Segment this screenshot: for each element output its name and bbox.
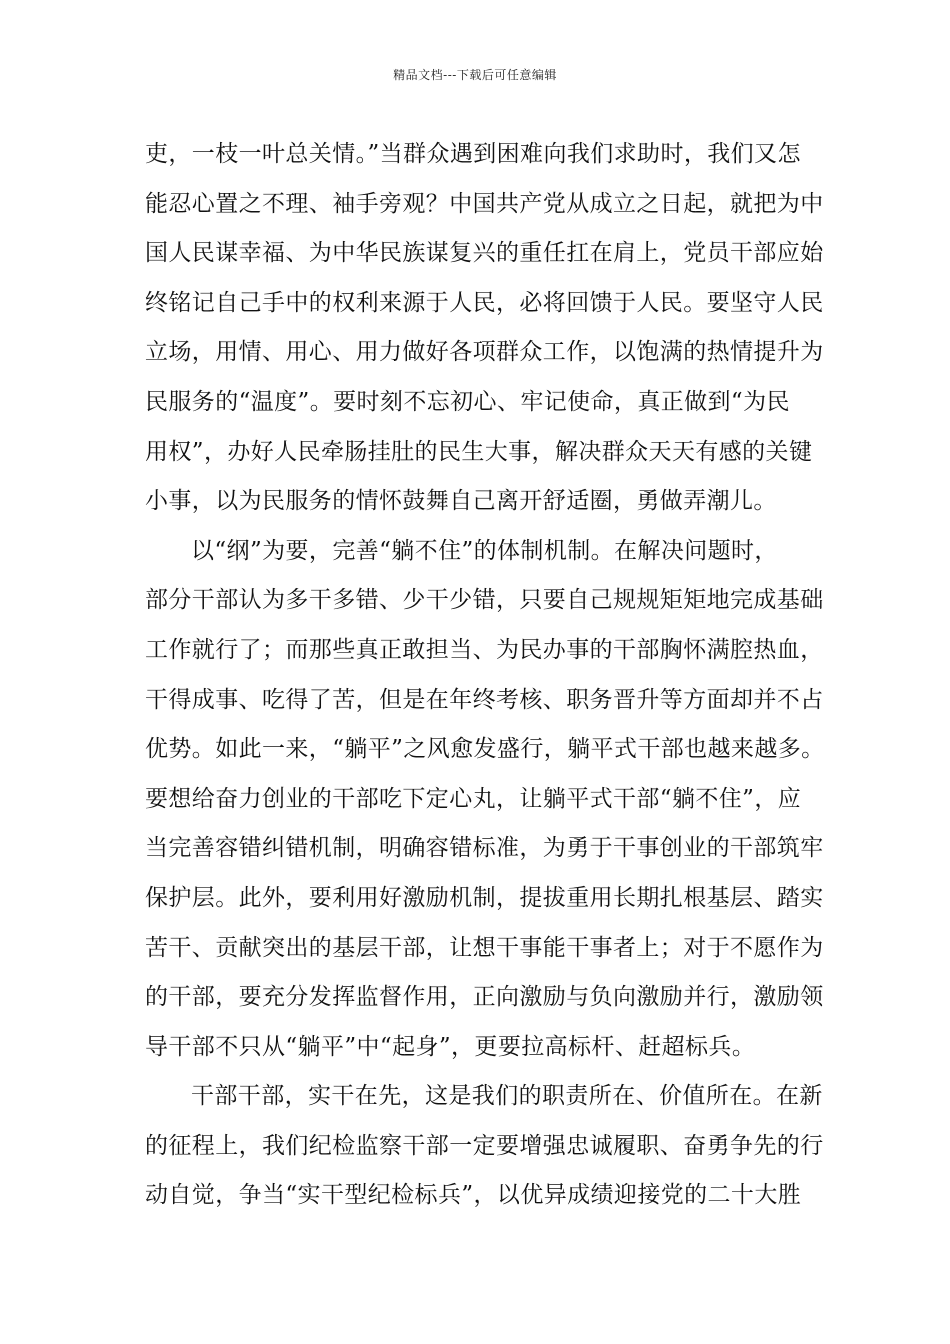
page-header: 精品文档---下载后可任意编辑: [393, 68, 557, 82]
paragraph-2: [145, 527, 825, 1073]
text-line: 以“纲”为要，完善“躺不住”的体制机制。在解决问题时，: [191, 537, 778, 564]
text-line: 干部干部，实干在先，这是我们的职责所在、价值所在。在新: [191, 1083, 823, 1110]
text-line: 小事，以为民服务的情怀鼓舞自己离开舒适圈，勇做弄潮儿。: [145, 488, 777, 515]
text-line: 部分干部认为多干多错、少干少错，只要自己规规矩矩地完成基础: [145, 587, 824, 614]
text-line: 苦干、贡献突出的基层干部，让想干事能干事者上；对于不愿作为: [145, 934, 824, 961]
text-line: 国人民谋幸福、为中华民族谋复兴的重任扛在肩上，党员干部应始: [145, 240, 824, 267]
text-line: 干得成事、吃得了苦，但是在年终考核、职务晋升等方面却并不占: [145, 686, 824, 713]
text-line: 要想给奋力创业的干部吃下定心丸，让躺平式干部“躺不住”，应: [145, 785, 802, 812]
text-line: 导干部不只从“躺平”中“起身”，更要拉高标杆、赶超标兵。: [145, 1033, 756, 1060]
document-body: [145, 130, 825, 1221]
text-line: 能忍心置之不理、袖手旁观？中国共产党从成立之日起，就把为中: [145, 190, 824, 217]
text-line: 工作就行了；而那些真正敢担当、为民办事的干部胸怀满腔热血，: [145, 636, 824, 663]
text-line: 当完善容错纠错机制，明确容错标准，为勇于干事创业的干部筑牢: [145, 835, 824, 862]
text-line: 的干部，要充分发挥监督作用，正向激励与负向激励并行，激励领: [145, 984, 824, 1011]
text-line: 用权”，办好人民牵肠挂肚的民生大事，解决群众天天有感的关键: [145, 438, 813, 465]
paragraph-1: [145, 130, 824, 527]
text-line: 保护层。此外，要利用好激励机制，提拔重用长期扎根基层、踏实: [145, 884, 824, 911]
text-line: 立场，用情、用心、用力做好各项群众工作，以饱满的热情提升为: [145, 339, 824, 366]
text-line: 的征程上，我们纪检监察干部一定要增强忠诚履职、奋勇争先的行: [145, 1132, 824, 1159]
text-line: 优势。如此一来，“躺平”之风愈发盛行，躺平式干部也越来越多。: [145, 736, 825, 763]
text-line: 动自觉，争当“实干型纪检标兵”，以优异成绩迎接党的二十大胜: [145, 1182, 802, 1209]
text-line: 民服务的“温度”。要时刻不忘初心、牢记使命，真正做到“为民: [145, 388, 790, 415]
text-line: 吏，一枝一叶总关情。”当群众遇到困难向我们求助时，我们又怎: [145, 141, 801, 167]
paragraph-3: [145, 1072, 824, 1221]
text-line: 终铭记自己手中的权利来源于人民，必将回馈于人民。要坚守人民: [145, 289, 824, 316]
